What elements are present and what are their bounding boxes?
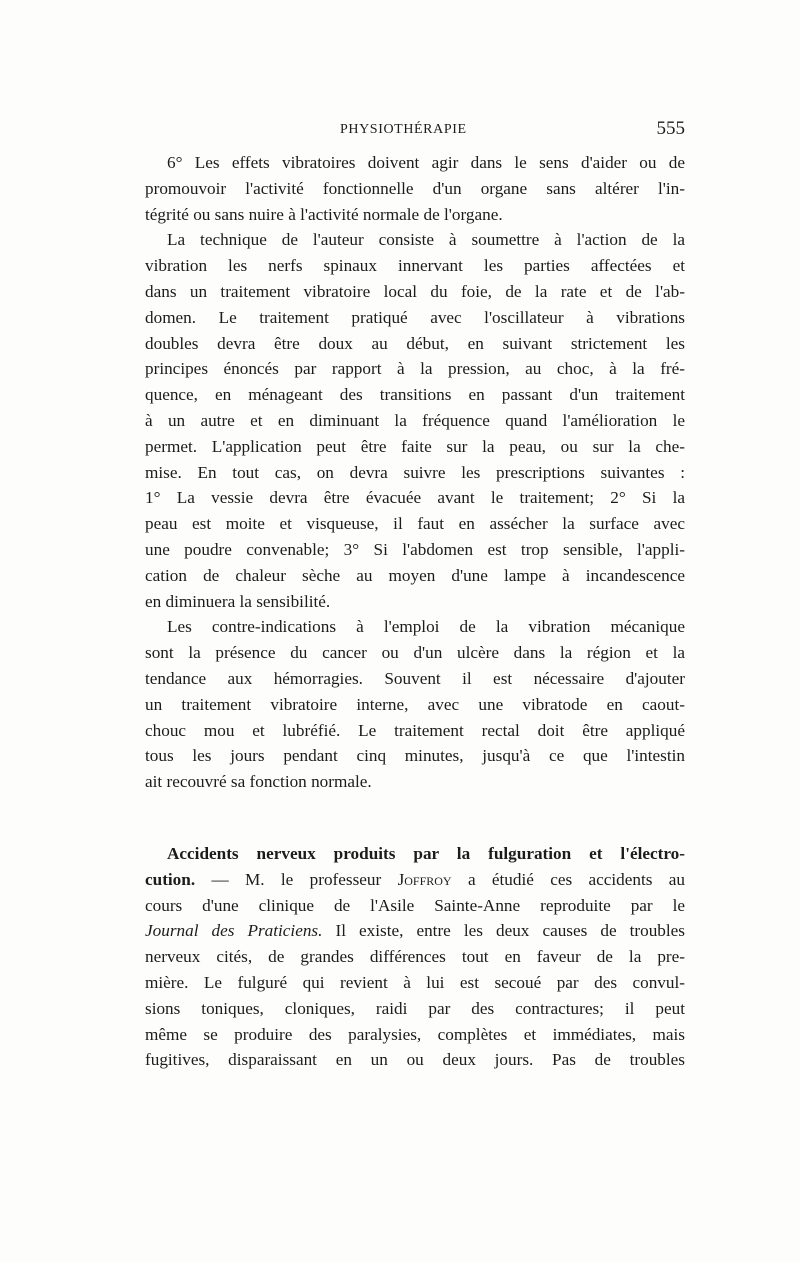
text-line <box>145 918 685 944</box>
text-line: sont la présence du cancer ou d'un ulcère dans la région et la <box>145 643 685 663</box>
text-line: un traitement vibratoire interne, avec une vibratode en caout- <box>145 694 685 714</box>
text-line: La technique de l'auteur consiste à soumettre à l'action de la <box>167 230 685 250</box>
text-line: à un autre et en diminuant la fréquence quand l'amélioration le <box>145 410 685 430</box>
text-line: fugitives, disparaissant en un ou deux jours. Pas de troubles <box>145 1050 685 1070</box>
text-line: mise. En tout cas, on devra suivre les prescriptions suivantes : <box>145 462 685 482</box>
text-line: tous les jours pendant cinq minutes, jusqu'à ce que l'intestin <box>145 746 685 766</box>
text-line: Les contre-indications à l'emploi de la vibration mécanique <box>167 617 685 637</box>
text-line: principes énoncés par rapport à la pression, au choc, à la fré- <box>145 359 685 379</box>
running-head: PHYSIOTHÉRAPIE <box>340 122 467 137</box>
text-line: mière. Le fulguré qui revient à lui est secoué par des convul- <box>145 972 685 992</box>
text-line: domen. Le traitement pratiqué avec l'oscillateur à vibrations <box>145 307 685 327</box>
text-line: nerveux cités, de grandes différences tout en faveur de la pre- <box>145 947 685 967</box>
section-gap <box>145 795 685 841</box>
inline-text: a étudié ces accidents au <box>451 869 685 889</box>
text-line: 6° Les effets vibratoires doivent agir dans le sens d'aider ou de <box>167 153 685 172</box>
text-line <box>145 867 685 893</box>
text-line: doubles devra être doux au début, en suivant strictement les <box>145 333 685 353</box>
journal-title: Journal des Praticiens. <box>145 921 323 941</box>
inline-text: — M. le professeur <box>195 869 398 889</box>
text-line: cours d'une clinique de l'Asile Sainte-Anne reproduite par le <box>145 895 685 915</box>
author-name: Joffroy <box>397 869 452 889</box>
text-line: promouvoir l'activité fonctionnelle d'un organe sans altérer l'in- <box>145 178 685 198</box>
body-text <box>145 150 685 1073</box>
text-line: sions toniques, cloniques, raidi par des contractures; il peut <box>145 998 685 1018</box>
text-line: dans un traitement vibratoire local du foie, de la rate et de l'ab- <box>145 281 685 301</box>
section-title: Accidents nerveux produits par la fulguration et l'électro- <box>167 843 685 863</box>
text-line: tendance aux hémorragies. Souvent il est nécessaire d'ajouter <box>145 668 685 688</box>
text-line: tégrité ou sans nuire à l'activité normale de l'organe. <box>145 204 503 224</box>
text-line: chouc mou et lubréfié. Le traitement rectal doit être appliqué <box>145 720 685 740</box>
text-line: une poudre convenable; 3° Si l'abdomen est trop sensible, l'appli- <box>145 539 685 559</box>
text-line: permet. L'application peut être faite sur la peau, ou sur la che- <box>145 436 685 456</box>
text-line: 1° La vessie devra être évacuée avant le traitement; 2° Si la <box>145 488 685 508</box>
text-line: cation de chaleur sèche au moyen d'une lampe à incandescence <box>145 565 685 585</box>
text-line: peau est moite et visqueuse, il faut en assécher la surface avec <box>145 514 685 534</box>
inline-text: Il existe, entre les deux causes de troubles <box>322 921 685 941</box>
text-line: même se produire des paralysies, complètes et immédiates, mais <box>145 1024 685 1044</box>
text-line: vibration les nerfs spinaux innervant les parties affectées et <box>145 256 685 276</box>
page-number: 555 <box>656 118 685 139</box>
text-line: quence, en ménageant des transitions en passant d'un traitement <box>145 385 685 405</box>
text-line: en diminuera la sensibilité. <box>145 591 331 611</box>
text-line: ait recouvré sa fonction normale. <box>145 772 372 792</box>
section-title-end: cution. <box>145 869 196 889</box>
page-header <box>145 114 685 148</box>
